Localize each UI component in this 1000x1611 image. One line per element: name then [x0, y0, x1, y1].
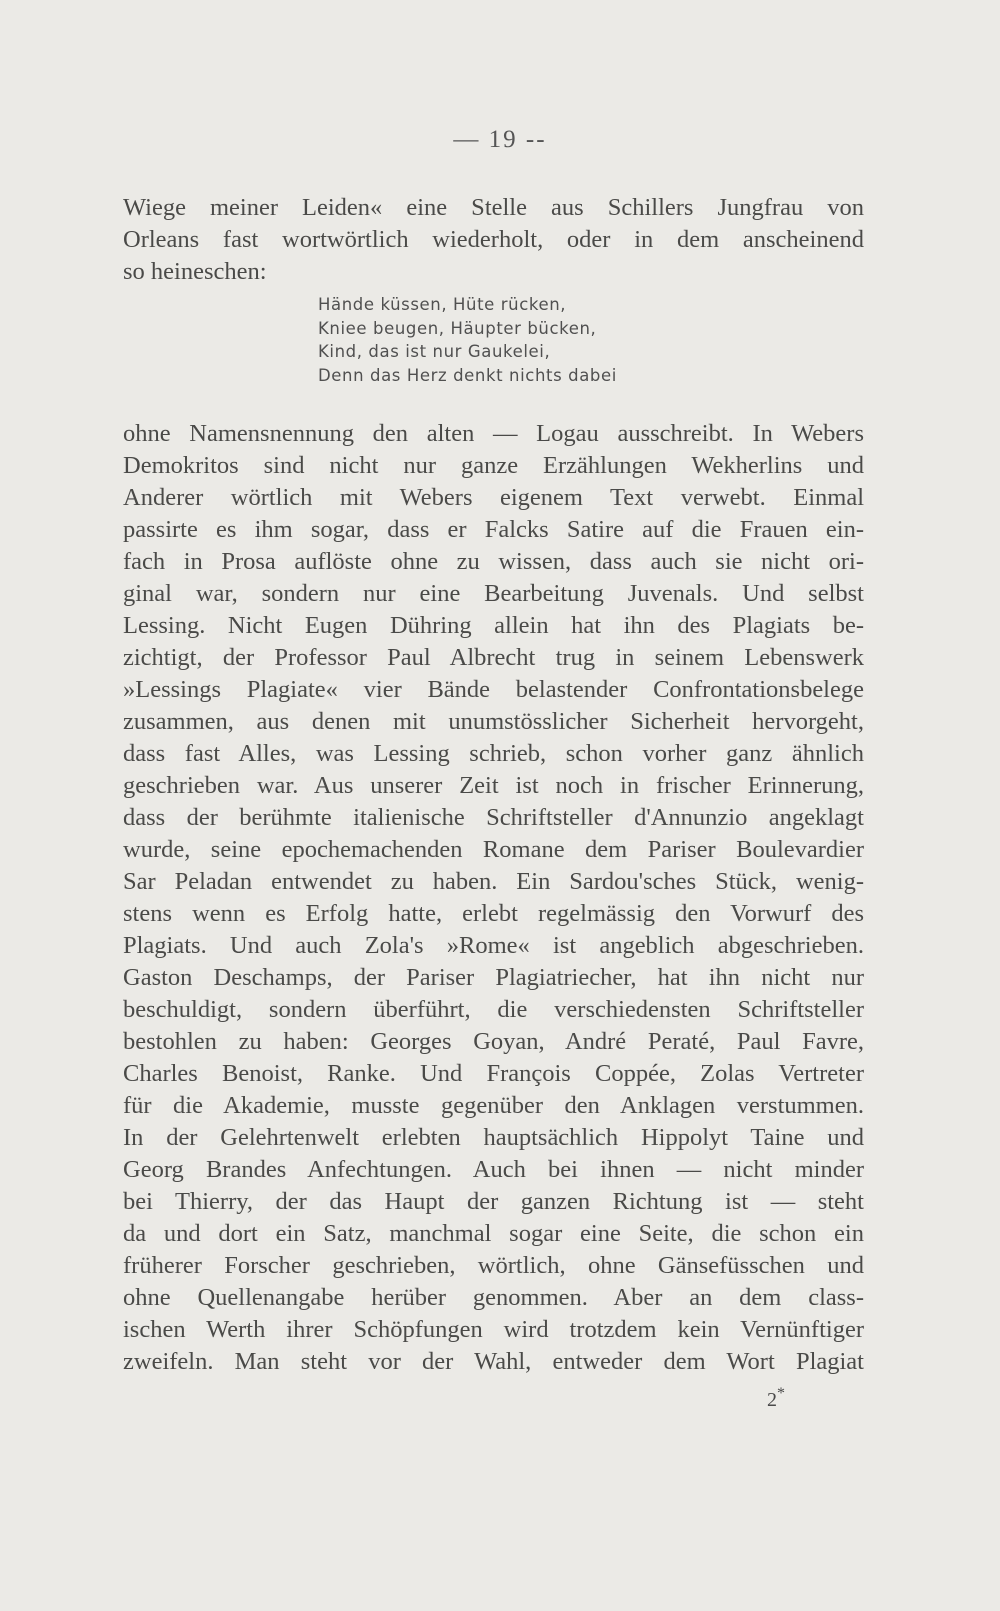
text-line: zichtigt, der Professor Paul Albrecht trug in seinem Lebenswerk — [123, 644, 864, 671]
text-line: Demokritos sind nicht nur ganze Erzählungen Wekherlins und — [123, 452, 864, 479]
text-line: dass der berühmte italienische Schriftsteller d'Annunzio angeklagt — [123, 804, 864, 831]
text-line: zusammen, aus denen mit unumstösslicher Sicherheit hervorgeht, — [123, 708, 864, 735]
verse-line: Kind, das ist nur Gaukelei, — [318, 342, 551, 361]
text-line: Gaston Deschamps, der Pariser Plagiatriecher, hat ihn nicht nur — [123, 964, 864, 991]
verse-line: Hände küssen, Hüte rücken, — [318, 295, 567, 314]
paragraph-main — [123, 418, 864, 1378]
text-line: wurde, seine epochemachenden Romane dem Pariser Boulevardier — [123, 836, 864, 863]
text-line: dass fast Alles, was Lessing schrieb, schon vorher ganz ähnlich — [123, 740, 864, 767]
text-line: Anderer wörtlich mit Webers eigenem Text verwebt. Einmal — [123, 484, 864, 511]
text-line: geschrieben war. Aus unserer Zeit ist noch in frischer Erinnerung, — [123, 772, 864, 799]
text-line: so heineschen: — [123, 258, 267, 285]
text-line: fach in Prosa auflöste ohne zu wissen, dass auch sie nicht ori- — [123, 548, 864, 575]
verse-line: Denn das Herz denkt nichts dabei — [318, 365, 617, 385]
text-line: ohne Quellenangabe herüber genommen. Aber an dem class- — [123, 1284, 864, 1311]
page-number: — 19 -- — [453, 126, 547, 153]
text-line: ischen Werth ihrer Schöpfungen wird trotzdem kein Vernünftiger — [123, 1316, 864, 1343]
text-line: zweifeln. Man steht vor der Wahl, entweder dem Wort Plagiat — [123, 1348, 864, 1375]
verse-line: Kniee beugen, Häupter bücken, — [318, 318, 597, 338]
text-line: bei Thierry, der das Haupt der ganzen Richtung ist — steht — [123, 1188, 864, 1215]
text-line: beschuldigt, sondern überführt, die verschiedensten Schriftsteller — [123, 996, 864, 1023]
text-line: für die Akademie, musste gegenüber den Anklagen verstummen. — [123, 1092, 864, 1119]
paragraph-intro — [123, 192, 864, 288]
signature-number: 2 — [767, 1389, 777, 1411]
text-line: stens wenn es Erfolg hatte, erlebt regelmässig den Vorwurf des — [123, 900, 864, 927]
text-line: Georg Brandes Anfechtungen. Auch bei ihnen — nicht minder — [123, 1156, 864, 1183]
text-line: In der Gelehrtenwelt erlebten hauptsächlich Hippolyt Taine und — [123, 1124, 864, 1151]
signature-asterisk: * — [777, 1385, 785, 1402]
text-line: ohne Namensnennung den alten — Logau ausschreibt. In Webers — [123, 420, 864, 447]
text-line: Plagiats. Und auch Zola's »Rome« ist angeblich abgeschrieben. — [123, 932, 864, 959]
text-line: bestohlen zu haben: Georges Goyan, André Peraté, Paul Favre, — [123, 1028, 864, 1055]
text-line: da und dort ein Satz, manchmal sogar eine Seite, die schon ein — [123, 1220, 864, 1247]
text-line: Charles Benoist, Ranke. Und François Coppée, Zolas Vertreter — [123, 1060, 864, 1087]
text-line: ginal war, sondern nur eine Bearbeitung Juvenals. Und selbst — [123, 580, 864, 607]
text-line: Orleans fast wortwörtlich wiederholt, oder in dem anscheinend — [123, 226, 864, 253]
text-line: Wiege meiner Leiden« eine Stelle aus Schillers Jungfrau von — [123, 194, 864, 221]
signature-mark — [767, 1385, 785, 1412]
text-line: Sar Peladan entwendet zu haben. Ein Sardou'sches Stück, wenig- — [123, 868, 864, 895]
verse-quote — [318, 293, 718, 387]
text-line: Lessing. Nicht Eugen Dühring allein hat ihn des Plagiats be- — [123, 612, 864, 639]
text-line: »Lessings Plagiate« vier Bände belastender Confrontationsbelege — [123, 676, 864, 703]
text-line: früherer Forscher geschrieben, wörtlich, ohne Gänsefüsschen und — [123, 1252, 864, 1279]
text-line: passirte es ihm sogar, dass er Falcks Satire auf die Frauen ein- — [123, 516, 864, 543]
